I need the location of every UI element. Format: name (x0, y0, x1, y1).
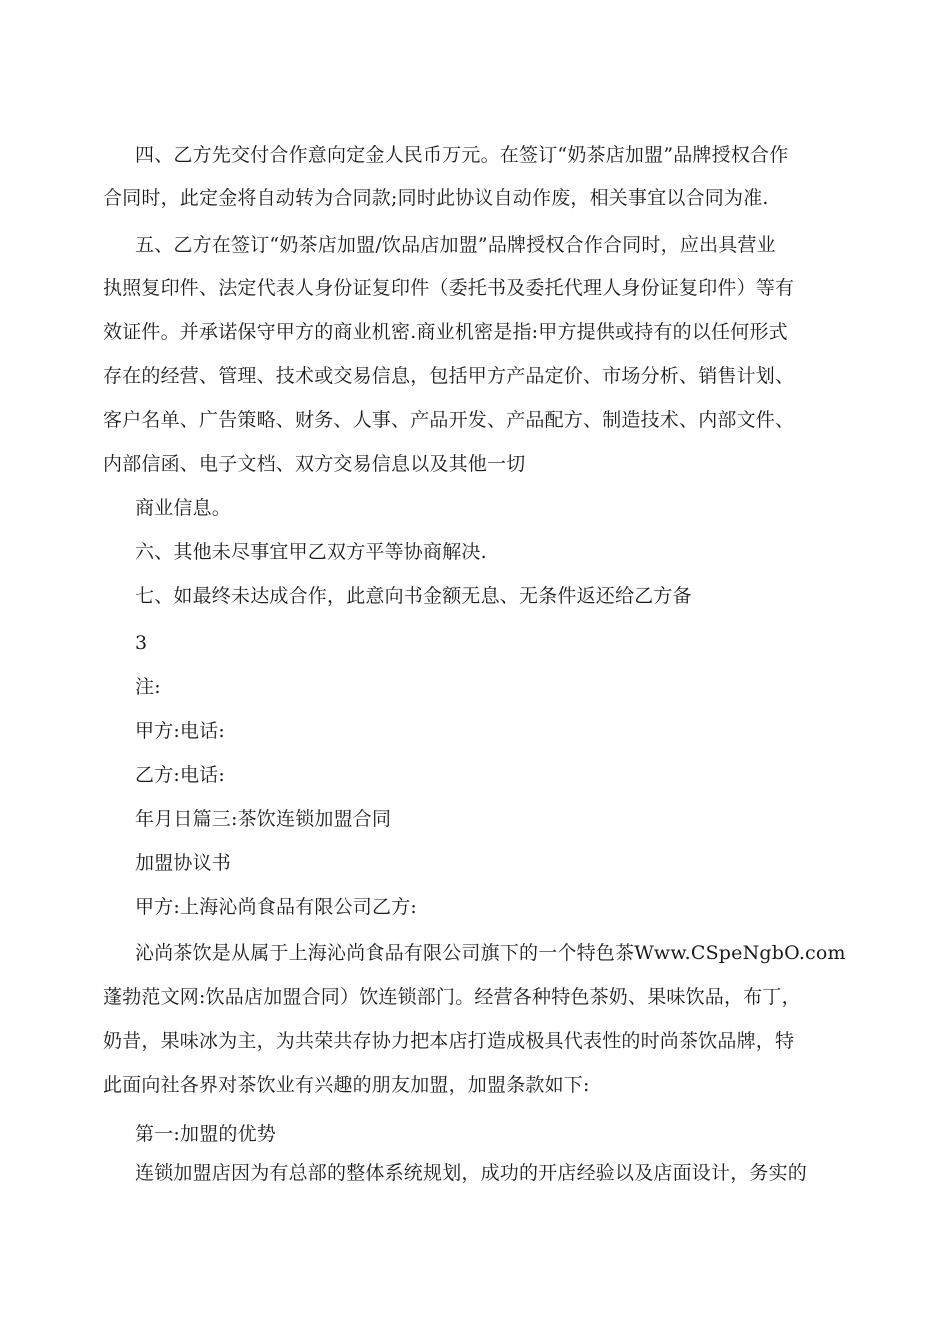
text-line: 五、乙方在签订“奶茶店加盟/饮品店加盟”品牌授权合作合同时，应出具营业 (135, 234, 776, 256)
text-line: 四、乙方先交付合作意向定金人民币万元。在签订“奶茶店加盟”品牌授权合作 (135, 144, 789, 166)
text-line: 沁尚茶饮是从属于上海沁尚食品有限公司旗下的一个特色茶Www.CSpeNgbO.com (135, 942, 846, 964)
section-heading: 年月日篇三:茶饮连锁加盟合同 (135, 808, 392, 830)
page-number: 3 (135, 632, 148, 654)
text-line: 商业信息。 (135, 497, 232, 519)
text-line: 存在的经营、管理、技术或交易信息，包括甲方产品定价、市场分析、销售计划、 (103, 365, 795, 387)
text-line: 蓬勃范文网:饮品店加盟合同）饮连锁部门。经营各种特色茶奶、果味饮品，布丁， (103, 986, 801, 1008)
text-line: 连锁加盟店因为有总部的整体系统规划，成功的开店经验以及店面设计，务实的 (135, 1162, 808, 1184)
text-line: 效证件。并承诺保守甲方的商业机密.商业机密是指:甲方提供或持有的以任何形式 (103, 321, 788, 343)
document-title: 加盟协议书 (135, 852, 232, 874)
text-line: 合同时，此定金将自动转为合同款;同时此协议自动作废，相关事宜以合同为准. (103, 187, 769, 209)
subsection-heading: 第一:加盟的优势 (135, 1123, 277, 1145)
text-line: 甲方:电话: (135, 720, 226, 742)
text-line: 内部信函、电子文档、双方交易信息以及其他一切 (103, 453, 526, 475)
text-line: 七、如最终未达成合作，此意向书金额无息、无条件返还给乙方备 (135, 585, 692, 607)
text-line: 甲方:上海沁尚食品有限公司乙方: (135, 896, 418, 918)
text-line: 客户名单、广告策略、财务、人事、产品开发、产品配方、制造技术、内部文件、 (103, 409, 795, 431)
text-line: 执照复印件、法定代表人身份证复印件（委托书及委托代理人身份证复印件）等有 (103, 277, 795, 299)
text-line: 注: (135, 676, 161, 698)
text-line: 乙方:电话: (135, 764, 226, 786)
text-line: 六、其他未尽事宜甲乙双方平等协商解决. (135, 541, 487, 563)
text-line: 奶昔，果味冰为主，为共荣共存协力把本店打造成极具代表性的时尚茶饮品牌，特 (103, 1030, 795, 1052)
text-line: 此面向社各界对茶饮业有兴趣的朋友加盟，加盟条款如下: (103, 1074, 590, 1096)
